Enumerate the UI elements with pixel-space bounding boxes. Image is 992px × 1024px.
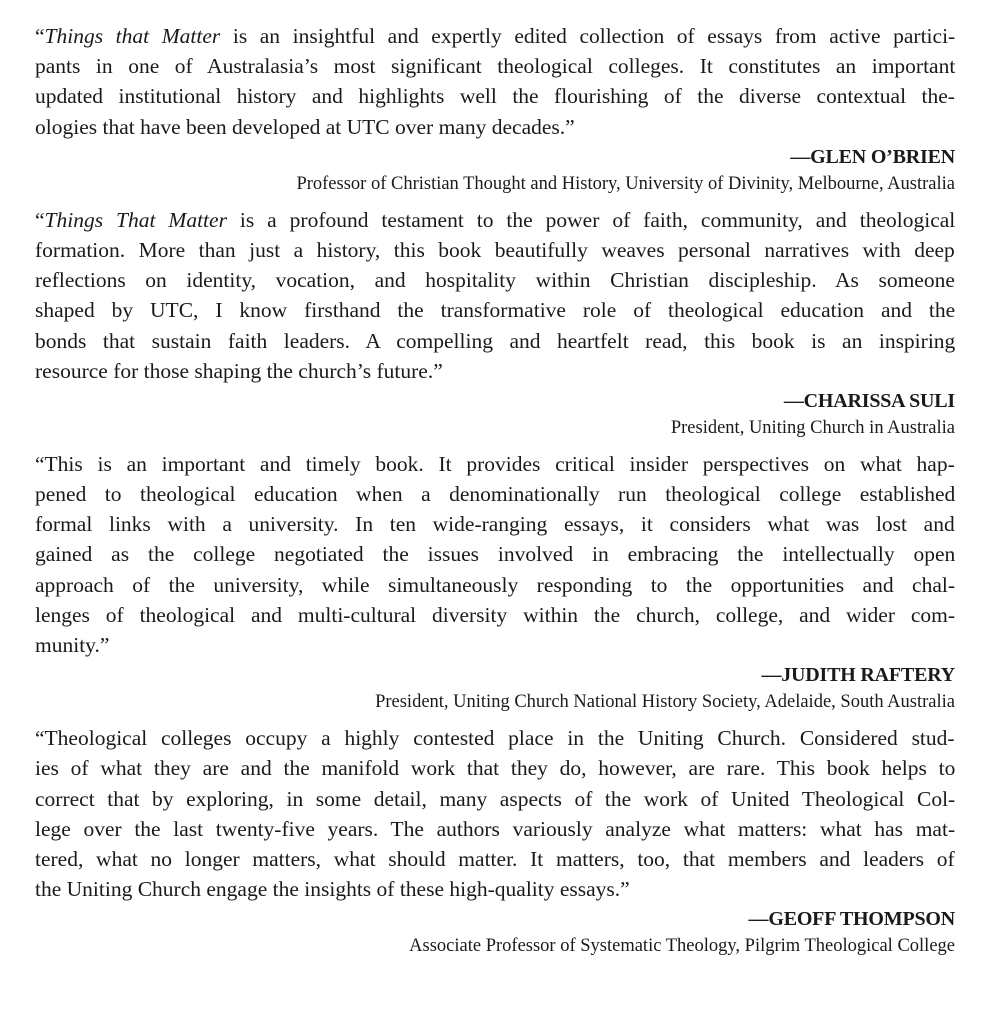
endorsement-geoff-thompson	[35, 723, 955, 959]
endorser-name: —GLEN O’BRIEN	[790, 145, 955, 168]
quote-line: pants in one of Australasia’s most significant theological colleges. It constitutes an important	[35, 54, 956, 79]
quote-line: “Things That Matter is a profound testament to the power of faith, community, and theological	[35, 207, 956, 232]
endorsement-quote	[35, 205, 955, 386]
endorsement-glen-obrien	[35, 21, 955, 197]
quote-line: reflections on identity, vocation, and hospitality within Christian discipleship. As someone	[35, 268, 955, 293]
quote-line: tered, what no longer matters, what should matter. It matters, too, that members and leaders of	[35, 846, 955, 871]
quote-line: bonds that sustain faith leaders. A compelling and heartfelt read, this book is an inspiring	[35, 328, 956, 353]
quote-line: correct that by exploring, in some detail, many aspects of the work of United Theological Col-	[35, 786, 956, 811]
quote-line: “Theological colleges occupy a highly contested place in the Uniting Church. Considered stud-	[35, 726, 955, 751]
quote-line: formal links with a university. In ten wide-ranging essays, it considers what was lost and	[35, 512, 955, 537]
endorser-affiliation: President, Uniting Church in Australia	[670, 417, 955, 438]
quote-line: formation. More than just a history, this book beautifully weaves personal narratives with deep	[35, 237, 955, 262]
endorser-name: —CHARISSA SULI	[783, 389, 955, 412]
endorsement-quote	[35, 449, 955, 660]
endorser-affiliation: Professor of Christian Thought and History, University of Divinity, Melbourne, Australia	[296, 173, 955, 194]
quote-line: updated institutional history and highlights well the flourishing of the diverse contextual the-	[35, 84, 955, 109]
quote-line: “This is an important and timely book. It provides critical insider perspectives on what hap-	[35, 451, 955, 476]
quote-line: approach of the university, while simultaneously responding to the opportunities and chal-	[35, 572, 956, 597]
quote-line: ologies that have been developed at UTC over many decades.”	[35, 114, 575, 139]
quote-line: ies of what they are and the manifold work that they do, however, are rare. This book helps to	[35, 756, 956, 781]
endorser-affiliation: Associate Professor of Systematic Theology, Pilgrim Theological College	[409, 936, 955, 957]
quote-line: resource for those shaping the church’s future.”	[35, 358, 443, 383]
endorsement-quote	[35, 21, 955, 142]
quote-line: munity.”	[35, 633, 110, 657]
endorsement-judith-raftery	[35, 449, 955, 715]
endorser-name: —GEOFF THOMPSON	[748, 908, 955, 931]
quote-line: lenges of theological and multi-cultural diversity within the church, college, and wider com-	[35, 602, 956, 627]
endorser-affiliation: President, Uniting Church National History Society, Adelaide, South Australia	[375, 692, 955, 713]
quote-line: the Uniting Church engage the insights of these high-quality essays.”	[35, 877, 630, 902]
quote-line: “Things that Matter is an insightful and expertly edited collection of essays from active partici-	[35, 24, 956, 48]
endorsements-page	[35, 21, 955, 967]
book-title: Things That Matter	[44, 207, 227, 232]
quote-line: shaped by UTC, I know firsthand the transformative role of theological education and the	[35, 298, 956, 323]
quote-line: gained as the college negotiated the issues involved in embracing the intellectually open	[35, 542, 956, 567]
quote-line: pened to theological education when a denominationally run theological college established	[35, 482, 956, 507]
quote-line: lege over the last twenty-five years. The authors variously analyze what matters: what has mat-	[35, 816, 956, 841]
endorsement-quote	[35, 723, 955, 904]
endorsement-charissa-suli	[35, 205, 955, 441]
endorser-name: —JUDITH RAFTERY	[761, 664, 955, 687]
book-title: Things that Matter	[44, 24, 221, 48]
